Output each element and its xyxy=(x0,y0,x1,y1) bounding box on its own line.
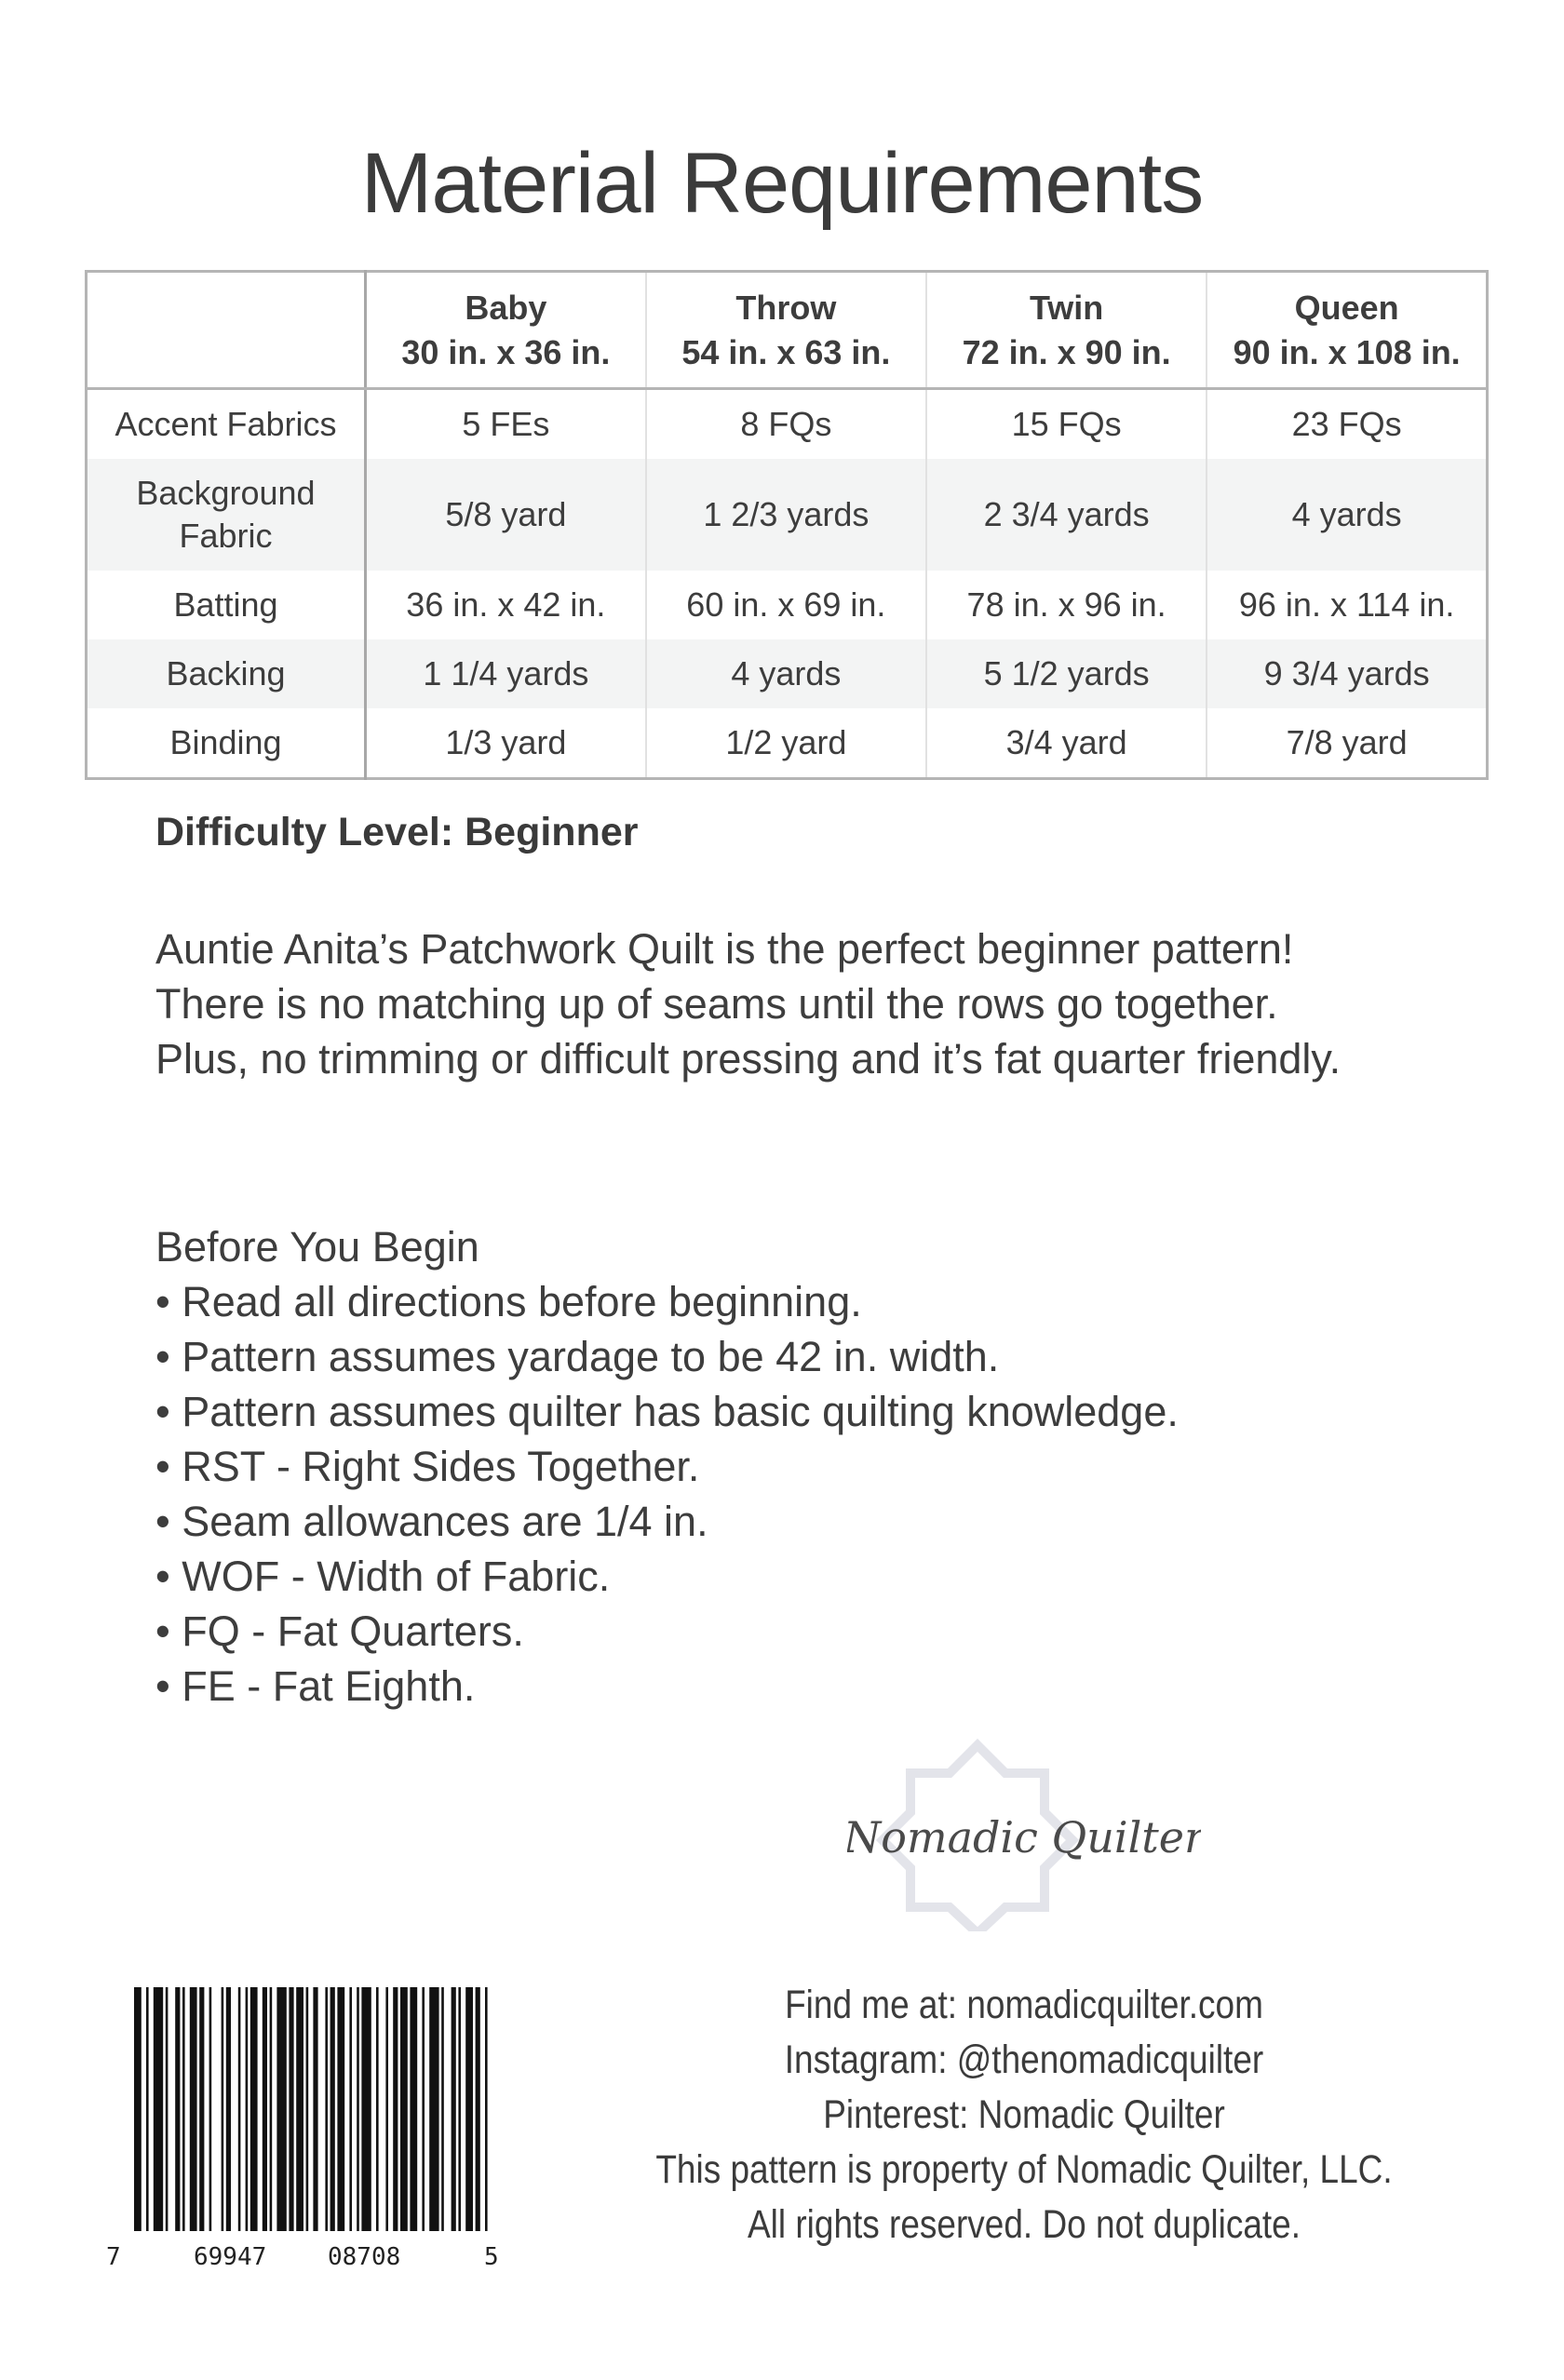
table-cell: 4 yards xyxy=(646,639,926,708)
barcode-bar xyxy=(330,1987,335,2231)
barcode-bar xyxy=(175,1987,180,2231)
table-cell: 3/4 yard xyxy=(926,708,1207,779)
barcode-bar xyxy=(166,1987,169,2231)
row-label: Backing xyxy=(87,639,366,708)
barcode-bar xyxy=(485,1987,488,2231)
barcode-bar xyxy=(250,1987,258,2231)
barcode-digit: 7 xyxy=(106,2243,121,2271)
barcode-group: 08708 xyxy=(328,2243,401,2271)
row-label: Batting xyxy=(87,571,366,639)
table-cell: 1 1/4 yards xyxy=(366,639,646,708)
table-row-accent-fabrics xyxy=(87,389,1488,460)
barcode xyxy=(101,1987,510,2294)
barcode-bar xyxy=(429,1987,438,2231)
table-cell: 9 3/4 yards xyxy=(1207,639,1487,708)
table-cell: 36 in. x 42 in. xyxy=(366,571,646,639)
logo-text: Nomadic Quilter xyxy=(847,1812,1201,1862)
contact-line: Find me at: nomadicquilter.com xyxy=(785,1983,1263,2027)
barcode-bar xyxy=(385,1987,388,2231)
barcode-bar xyxy=(199,1987,204,2231)
barcode-bar xyxy=(296,1987,303,2231)
list-item: • RST - Right Sides Together. xyxy=(155,1443,700,1490)
contact-line: All rights reserved. Do not duplicate. xyxy=(747,2202,1301,2247)
barcode-bar xyxy=(276,1987,286,2231)
column-header-throw xyxy=(646,272,926,389)
column-size: 90 in. x 108 in. xyxy=(1233,332,1461,371)
logo-star-icon xyxy=(847,1736,1201,1931)
barcode-bar xyxy=(134,1987,142,2231)
table-cell: 2 3/4 yards xyxy=(926,459,1207,571)
description-line: Auntie Anita’s Patchwork Quilt is the perfect beginner pattern! xyxy=(155,925,1294,973)
column-name: Queen xyxy=(1294,288,1399,327)
barcode-bars xyxy=(101,1987,510,2266)
description-paragraph xyxy=(155,921,1496,1086)
before-you-begin-section xyxy=(155,1219,1179,1714)
barcode-bar xyxy=(400,1987,408,2231)
column-name: Throw xyxy=(735,288,837,327)
column-name: Baby xyxy=(465,288,547,327)
barcode-bar xyxy=(238,1987,241,2231)
list-item: • FQ - Fat Quarters. xyxy=(155,1607,524,1655)
barcode-group: 69947 xyxy=(194,2243,267,2271)
table-cell: 4 yards xyxy=(1207,459,1487,571)
table-cell: 8 FQs xyxy=(646,389,926,460)
barcode-bar xyxy=(306,1987,309,2231)
column-size: 72 in. x 90 in. xyxy=(962,332,1171,371)
table-row-background-fabric xyxy=(87,459,1488,571)
barcode-bar xyxy=(263,1987,267,2231)
table-cell: 23 FQs xyxy=(1207,389,1487,460)
column-size: 54 in. x 63 in. xyxy=(681,332,891,371)
table-row-binding xyxy=(87,708,1488,779)
barcode-bar xyxy=(476,1987,480,2231)
list-item: • Read all directions before beginning. xyxy=(155,1278,862,1325)
row-label xyxy=(87,459,366,571)
barcode-bar xyxy=(209,1987,212,2231)
barcode-bar xyxy=(270,1987,273,2231)
table-cell: 1 2/3 yards xyxy=(646,459,926,571)
barcode-bar xyxy=(222,1987,224,2231)
table-row-backing xyxy=(87,639,1488,708)
table-cell: 15 FQs xyxy=(926,389,1207,460)
column-header-queen xyxy=(1207,272,1487,389)
list-item: • FE - Fat Eighth. xyxy=(155,1662,476,1710)
barcode-bar xyxy=(313,1987,317,2231)
page-title: Material Requirements xyxy=(360,136,1204,231)
contact-line: Pinterest: Nomadic Quilter xyxy=(823,2092,1225,2137)
contact-line: This pattern is property of Nomadic Quilter, LLC. xyxy=(655,2147,1393,2192)
barcode-bar xyxy=(357,1987,359,2231)
column-header-baby xyxy=(366,272,646,389)
description-line: Plus, no trimming or difficult pressing and it’s fat quarter friendly. xyxy=(155,1035,1342,1082)
table-cell: 78 in. x 96 in. xyxy=(926,571,1207,639)
barcode-bar xyxy=(289,1987,293,2231)
table-cell: 1/2 yard xyxy=(646,708,926,779)
barcode-bar xyxy=(146,1987,149,2231)
difficulty-level: Difficulty Level: Beginner xyxy=(155,810,639,854)
list-item: • WOF - Width of Fabric. xyxy=(155,1553,611,1600)
barcode-bar xyxy=(410,1987,417,2231)
description-line: There is no matching up of seams until the rows go together. xyxy=(155,980,1278,1028)
barcode-bar xyxy=(361,1987,371,2231)
barcode-bar xyxy=(182,1987,185,2231)
contact-line: Instagram: @thenomadicquilter xyxy=(784,2037,1264,2082)
barcode-bar xyxy=(465,1987,473,2231)
barcode-bar xyxy=(190,1987,197,2231)
row-label: Accent Fabrics xyxy=(87,389,366,460)
table-cell: 5/8 yard xyxy=(366,459,646,571)
table-header-row xyxy=(87,272,1488,389)
table-cell: 5 1/2 yards xyxy=(926,639,1207,708)
barcode-bar xyxy=(226,1987,231,2231)
barcode-bar xyxy=(246,1987,249,2231)
barcode-bar xyxy=(325,1987,328,2231)
column-header-twin xyxy=(926,272,1207,389)
row-label-line: Fabric xyxy=(179,517,273,555)
section-heading: Before You Begin xyxy=(155,1223,479,1271)
barcode-bar xyxy=(393,1987,398,2231)
barcode-bar xyxy=(458,1987,461,2231)
table-cell: 7/8 yard xyxy=(1207,708,1487,779)
barcode-bar xyxy=(376,1987,379,2231)
barcode-bar xyxy=(441,1987,444,2231)
table-cell: 60 in. x 69 in. xyxy=(646,571,926,639)
row-label-line: Background xyxy=(136,474,316,512)
table-cell: 96 in. x 114 in. xyxy=(1207,571,1487,639)
barcode-bar xyxy=(422,1987,425,2231)
barcode-bar xyxy=(154,1987,163,2231)
barcode-bar xyxy=(452,1987,456,2231)
list-item: • Seam allowances are 1/4 in. xyxy=(155,1498,708,1545)
row-label: Binding xyxy=(87,708,366,779)
column-size: 30 in. x 36 in. xyxy=(401,332,611,371)
nomadic-quilter-logo xyxy=(847,1736,1201,1931)
barcode-digit: 5 xyxy=(484,2243,499,2271)
header-empty-cell xyxy=(87,272,366,389)
list-item: • Pattern assumes yardage to be 42 in. width. xyxy=(155,1333,1000,1380)
barcode-bar xyxy=(349,1987,352,2231)
list-item: • Pattern assumes quilter has basic quilting knowledge. xyxy=(155,1388,1179,1435)
table-cell: 1/3 yard xyxy=(366,708,646,779)
barcode-bar xyxy=(337,1987,344,2231)
material-requirements-table xyxy=(85,270,1489,780)
table-row-batting xyxy=(87,571,1488,639)
table-cell: 5 FEs xyxy=(366,389,646,460)
contact-info xyxy=(624,1978,1424,2252)
column-name: Twin xyxy=(1029,288,1104,327)
